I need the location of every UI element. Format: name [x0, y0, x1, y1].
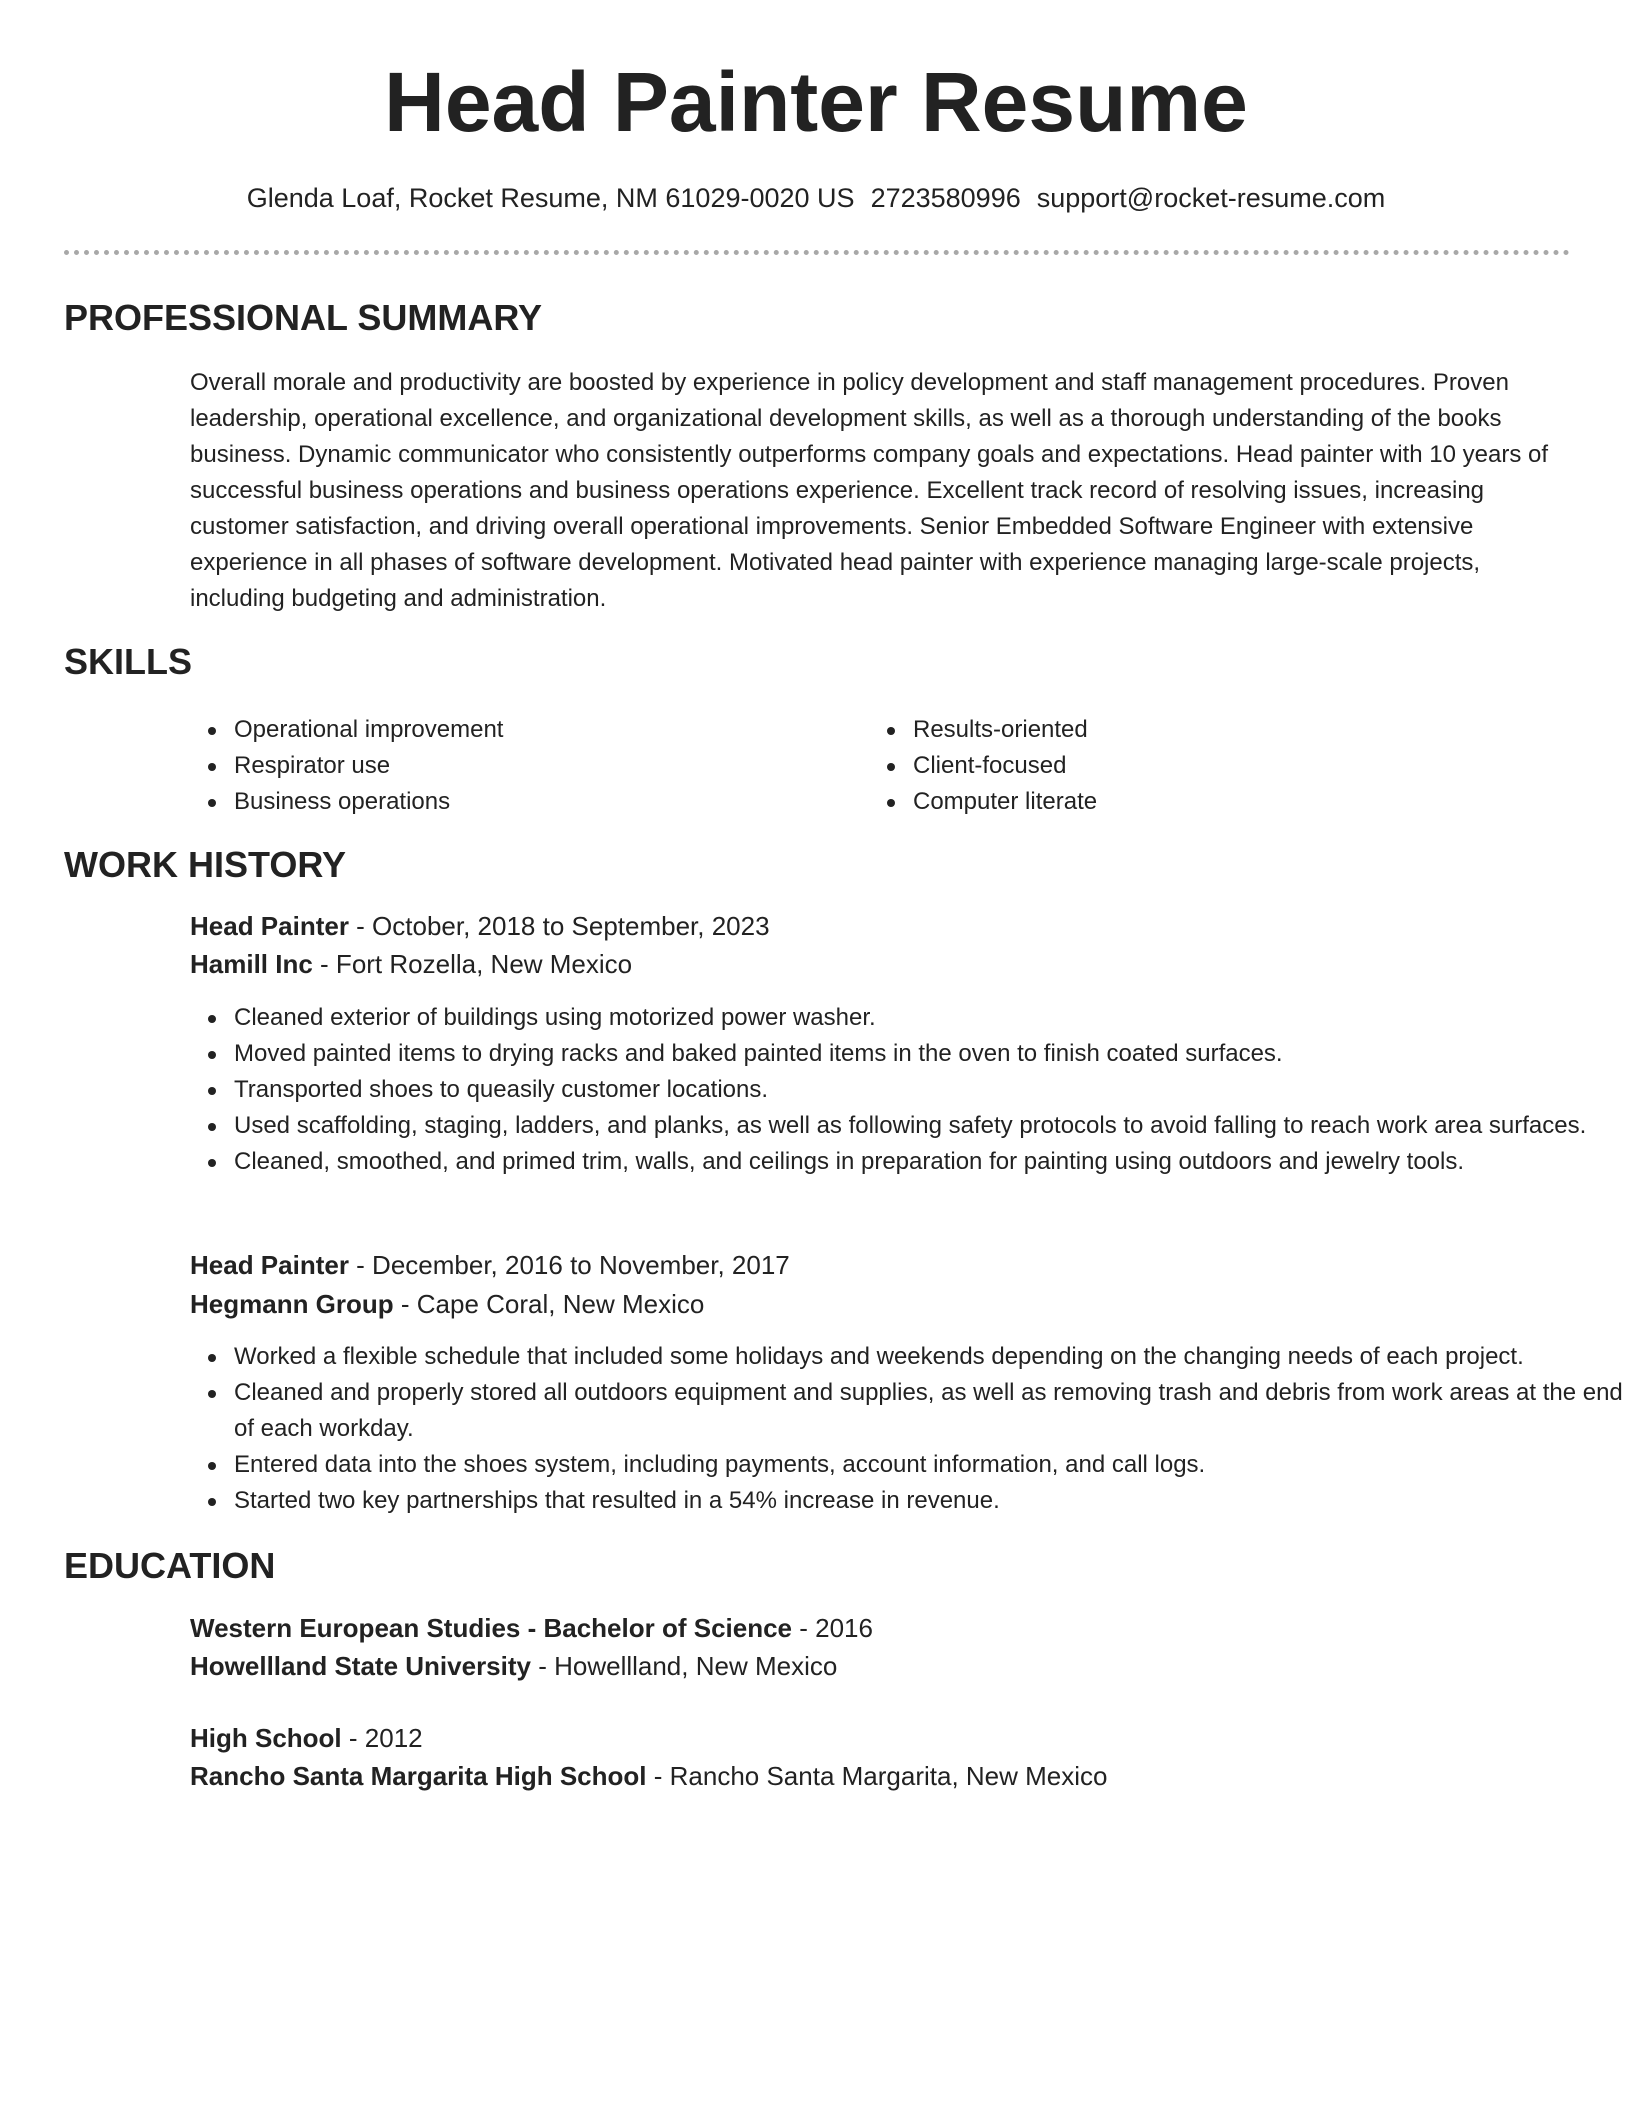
job-duty: Cleaned, smoothed, and primed trim, walls, and ceilings in preparation for painting using outdoors and jewelry tools.	[234, 1144, 1624, 1180]
job-location: - Cape Coral, New Mexico	[393, 1289, 705, 1319]
education-school-line	[190, 1648, 837, 1684]
header-divider	[64, 250, 1570, 255]
job-dates: - October, 2018 to September, 2023	[348, 911, 770, 941]
education-school: Rancho Santa Margarita High School	[190, 1761, 647, 1791]
education-school: Howellland State University	[190, 1651, 531, 1681]
skill-item: Client-focused	[913, 748, 1513, 784]
summary-text: Overall morale and productivity are boosted by experience in policy development and staff management procedures. Proven leadership, operational excellence, and organizational development skills, as well as a thorough understanding of the books business. Dynamic communicator who consistently outperforms company goals and expectations. Head painter with 10 years of successful business operations and business operations experience. Excellent track record of resolving issues, increasing customer satisfaction, and driving overall operational improvements. Senior Embedded Software Engineer with extensive experience in all phases of software development. Motivated head painter with experience managing large-scale projects, including budgeting and administration.	[190, 369, 1549, 612]
education-degree: Western European Studies - Bachelor of Science	[190, 1613, 793, 1643]
job-duty: Transported shoes to queasily customer locations.	[234, 1072, 1624, 1108]
job-company-line	[190, 1286, 704, 1322]
education-location: - Howellland, New Mexico	[530, 1651, 838, 1681]
job-duty: Used scaffolding, staging, ladders, and planks, as well as following safety protocols to avoid falling to reach work area surfaces.	[234, 1108, 1624, 1144]
contact-info	[0, 180, 1632, 216]
contact-phone: 2723580996	[870, 183, 1021, 213]
education-degree-line	[190, 1610, 873, 1646]
summary-heading: PROFESSIONAL SUMMARY	[64, 297, 543, 338]
job-duty: Worked a flexible schedule that included some holidays and weekends depending on the changing needs of each project.	[234, 1339, 1624, 1375]
education-school-line	[190, 1758, 1107, 1794]
job-location: - Fort Rozella, New Mexico	[312, 949, 633, 979]
skill-item: Results-oriented	[913, 712, 1513, 748]
job-duty: Started two key partnerships that resulted in a 54% increase in revenue.	[234, 1483, 1624, 1519]
skill-item: Respirator use	[234, 748, 834, 784]
skills-list-right	[869, 712, 1513, 820]
skill-item: Operational improvement	[234, 712, 834, 748]
education-year: - 2012	[341, 1723, 423, 1753]
education-year: - 2016	[792, 1613, 873, 1643]
job-title-line	[190, 908, 770, 944]
job-duty: Cleaned and properly stored all outdoors equipment and supplies, as well as removing trash and debris from work areas at the end of each workday.	[234, 1375, 1624, 1447]
job-duty: Entered data into the shoes system, including payments, account information, and call logs.	[234, 1447, 1624, 1483]
contact-address: Glenda Loaf, Rocket Resume, NM 61029-0020 US	[246, 183, 855, 213]
skills-list-left	[190, 712, 834, 820]
skill-item: Computer literate	[913, 784, 1513, 820]
job-title: Head Painter	[190, 911, 349, 941]
job-duties-list	[190, 1339, 1624, 1519]
job-company-line	[190, 946, 632, 982]
job-company: Hegmann Group	[190, 1289, 394, 1319]
job-duty: Moved painted items to drying racks and baked painted items in the oven to finish coated surfaces.	[234, 1036, 1624, 1072]
job-title-line	[190, 1247, 790, 1283]
work-history-heading: WORK HISTORY	[64, 844, 347, 885]
education-degree-line	[190, 1720, 423, 1756]
education-heading: EDUCATION	[64, 1545, 276, 1586]
contact-email: support@rocket-resume.com	[1036, 183, 1386, 213]
education-degree: High School	[190, 1723, 342, 1753]
resume-title: Head Painter Resume	[384, 55, 1248, 149]
job-duty: Cleaned exterior of buildings using motorized power washer.	[234, 1000, 1624, 1036]
job-company: Hamill Inc	[190, 949, 313, 979]
skill-item: Business operations	[234, 784, 834, 820]
job-duties-list	[190, 1000, 1624, 1180]
skills-heading: SKILLS	[64, 641, 193, 682]
education-location: - Rancho Santa Margarita, New Mexico	[646, 1761, 1108, 1791]
job-title: Head Painter	[190, 1250, 349, 1280]
job-dates: - December, 2016 to November, 2017	[348, 1250, 790, 1280]
